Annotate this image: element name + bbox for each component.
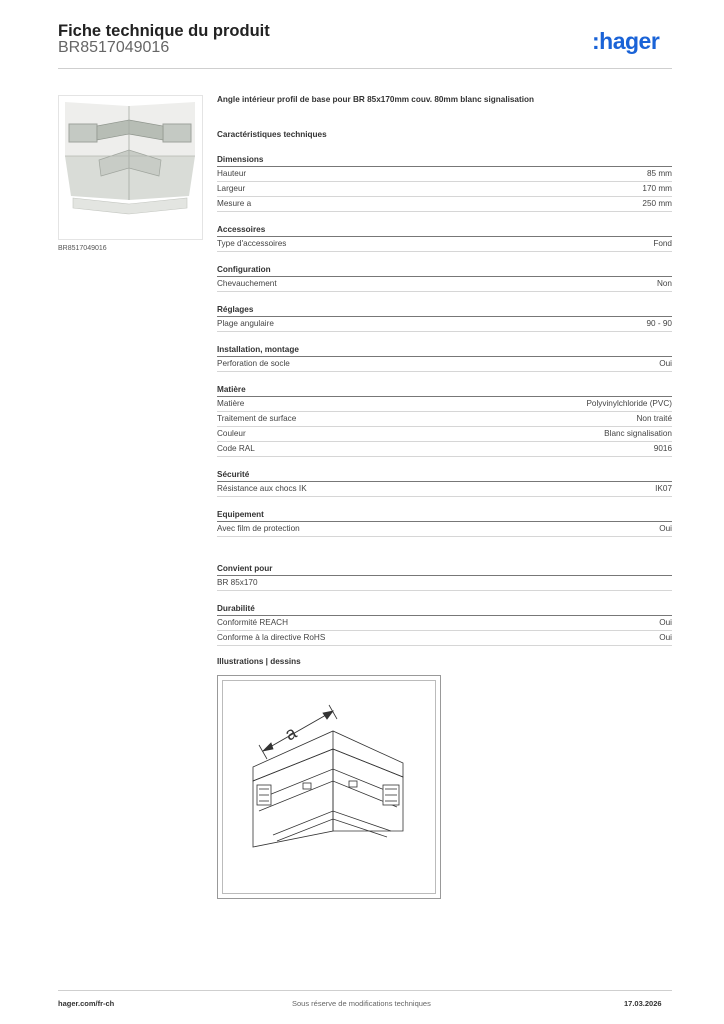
section-configuration [217,263,672,292]
footer-date: 17.03.2026 [624,999,662,1008]
spec-label: Code RAL [217,444,255,453]
section-accessoires [217,223,672,252]
illustrations-title: Illustrations | dessins [217,657,301,666]
footer-divider [58,990,672,991]
product-photo [58,95,203,240]
hager-logo: :hager [592,28,660,54]
spec-value: Oui [659,618,672,627]
product-code: BR8517049016 [58,39,170,56]
spec-value: Fond [653,239,672,248]
section-title: Equipement [217,508,672,522]
spec-row [217,317,672,332]
section-title: Accessoires [217,223,672,237]
section-durabilite [217,602,672,646]
spec-value: 90 - 90 [646,319,672,328]
section-equipement [217,508,672,537]
spec-content [217,95,672,646]
spec-value: Non traité [636,414,672,423]
spec-value: 85 mm [646,169,672,178]
spec-value: Blanc signalisation [604,429,672,438]
spec-row [217,167,672,182]
illustration-inner-frame [222,680,436,894]
page-title: Fiche technique du produit [58,22,270,40]
section-title: Matière [217,383,672,397]
spec-label: Mesure a [217,199,252,208]
spec-row [217,482,672,497]
spec-label: Hauteur [217,169,247,178]
section-title: Sécurité [217,468,672,482]
spec-row [217,412,672,427]
spec-value: Oui [659,633,672,642]
spec-value: Oui [659,359,672,368]
spec-row [217,197,672,212]
footer-note: Sous réserve de modifications techniques [292,999,431,1008]
spec-row [217,522,672,537]
section-matiere [217,383,672,457]
section-securite [217,468,672,497]
corner-drawing [223,681,437,895]
tech-heading: Caractéristiques techniques [217,130,327,139]
spec-row [217,442,672,457]
photo-caption: BR8517049016 [58,245,107,252]
illustration-frame [217,675,441,899]
spec-label: Couleur [217,429,246,438]
spec-label: BR 85x170 [217,578,258,587]
product-description: Angle intérieur profil de base pour BR 85x170mm couv. 80mm blanc signalisation [217,95,534,104]
spec-label: Type d'accessoires [217,239,287,248]
section-title: Durabilité [217,602,672,616]
section-dimensions [217,153,672,212]
section-convient [217,562,672,591]
header-divider [58,68,672,69]
spec-label: Perforation de socle [217,359,290,368]
spec-row [217,427,672,442]
spec-label: Matière [217,399,245,408]
spec-label: Conformité REACH [217,618,288,627]
section-reglages [217,303,672,332]
section-title: Dimensions [217,153,672,167]
spec-value: 170 mm [642,184,672,193]
footer-website[interactable]: hager.com/fr-ch [58,999,115,1008]
spec-label: Largeur [217,184,246,193]
spec-value: Non [656,279,672,288]
section-title: Convient pour [217,562,672,576]
spec-value: Oui [659,524,672,533]
section-title: Configuration [217,263,672,277]
section-title: Installation, montage [217,343,672,357]
spec-row [217,237,672,252]
spec-label: Résistance aux chocs IK [217,484,307,493]
spec-value: IK07 [655,484,672,493]
spec-row [217,182,672,197]
spec-label: Chevauchement [217,279,277,288]
spec-label: Plage angulaire [217,319,274,328]
duct-photo-image [59,96,202,239]
spec-row [217,357,672,372]
spec-value: 250 mm [642,199,672,208]
spec-label: Conforme à la directive RoHS [217,633,326,642]
spec-value: 9016 [653,444,672,453]
spec-row [217,616,672,631]
spec-row [217,576,672,591]
spec-row [217,631,672,646]
spec-row [217,397,672,412]
spec-value: Polyvinylchloride (PVC) [586,399,672,408]
section-title: Réglages [217,303,672,317]
spec-label: Traitement de surface [217,414,297,423]
spec-row [217,277,672,292]
spec-label: Avec film de protection [217,524,300,533]
section-installation [217,343,672,372]
dimension-label-a: a [281,722,300,745]
